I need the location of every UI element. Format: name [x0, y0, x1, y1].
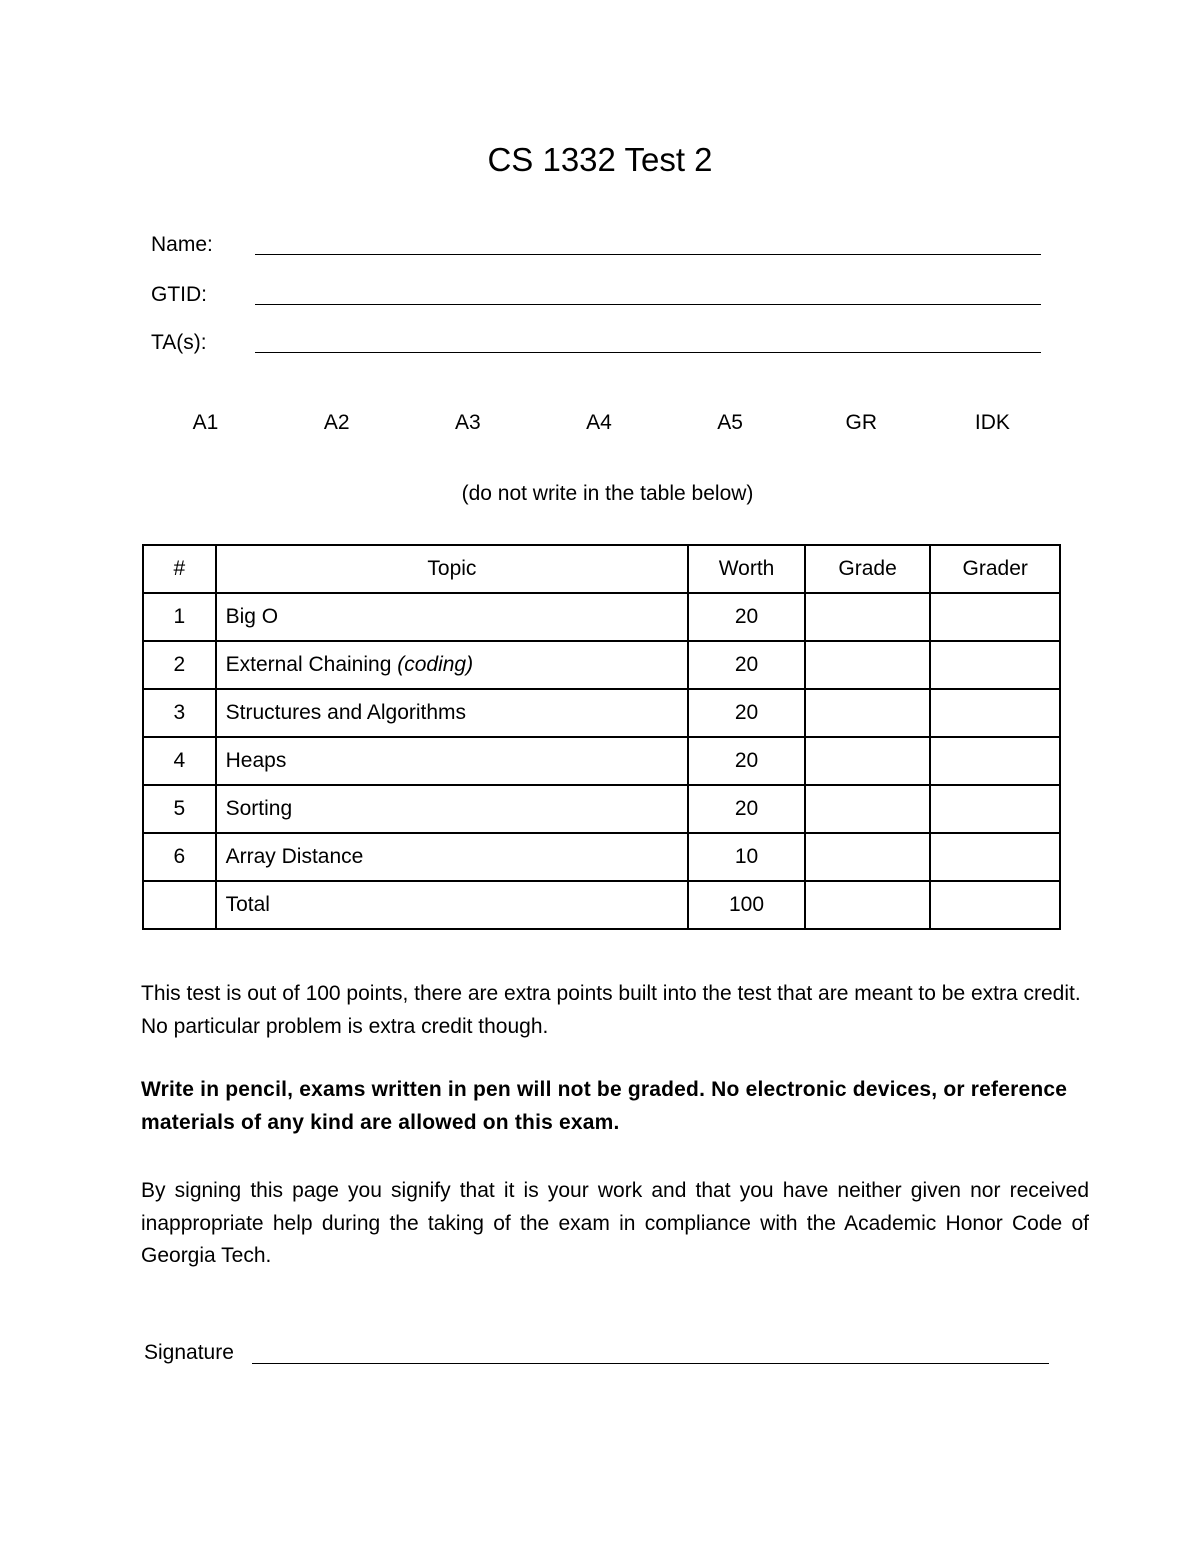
row-topic	[216, 689, 689, 737]
row-grader-cell	[930, 593, 1060, 641]
row-topic-note: (coding)	[397, 653, 474, 676]
row-topic	[216, 785, 689, 833]
row-grader-cell	[930, 737, 1060, 785]
row-topic	[216, 593, 689, 641]
table-note: (do not write in the table below)	[461, 482, 754, 505]
row-number	[143, 881, 216, 929]
row-topic-text: Sorting	[225, 797, 293, 820]
table-total-row	[143, 881, 1060, 929]
table-row	[143, 689, 1060, 737]
row-grader-cell	[930, 833, 1060, 881]
row-grade-cell	[805, 833, 931, 881]
row-topic-text: Array Distance	[225, 845, 364, 868]
row-topic-text: Heaps	[225, 749, 287, 772]
signature-label: Signature	[144, 1341, 234, 1364]
ta-label: TA(s):	[151, 331, 207, 354]
row-grade-cell	[805, 737, 931, 785]
row-worth: 20	[688, 737, 805, 785]
row-topic	[216, 881, 689, 929]
rules-paragraph: Write in pencil, exams written in pen will not be graded. No electronic devices, or reference materials of any kind are allowed on this exam.	[141, 1078, 1068, 1134]
row-worth: 100	[688, 881, 805, 929]
row-grade-cell	[805, 641, 931, 689]
row-topic	[216, 737, 689, 785]
row-number: 3	[143, 689, 216, 737]
row-number: 6	[143, 833, 216, 881]
header-number: #	[143, 545, 216, 593]
table-row	[143, 641, 1060, 689]
row-number: 5	[143, 785, 216, 833]
ta-option-a2[interactable]: A2	[323, 411, 350, 434]
table-row	[143, 593, 1060, 641]
gtid-blank-line[interactable]	[255, 304, 1041, 305]
row-number: 1	[143, 593, 216, 641]
row-worth: 20	[688, 689, 805, 737]
header-topic: Topic	[216, 545, 689, 593]
row-worth: 20	[688, 641, 805, 689]
name-label: Name:	[151, 233, 213, 256]
row-grade-cell	[805, 785, 931, 833]
row-worth: 20	[688, 785, 805, 833]
row-worth: 10	[688, 833, 805, 881]
ta-option-a5[interactable]: A5	[717, 411, 743, 434]
row-number: 2	[143, 641, 216, 689]
table-row	[143, 833, 1060, 881]
header-worth: Worth	[688, 545, 805, 593]
table-row	[143, 785, 1060, 833]
table-row	[143, 737, 1060, 785]
header-grader: Grader	[930, 545, 1060, 593]
ta-option-a1[interactable]: A1	[192, 411, 219, 434]
ta-option-a4[interactable]: A4	[586, 411, 612, 434]
row-grader-cell	[930, 641, 1060, 689]
row-topic	[216, 833, 689, 881]
header-grade: Grade	[805, 545, 931, 593]
ta-blank-line[interactable]	[255, 352, 1041, 353]
table-header-row	[143, 545, 1060, 593]
grade-table	[142, 544, 1061, 930]
gtid-label: GTID:	[151, 283, 207, 306]
ta-option-a3[interactable]: A3	[454, 411, 481, 434]
signature-blank-line[interactable]	[252, 1363, 1049, 1364]
row-grader-cell	[930, 785, 1060, 833]
row-worth: 20	[688, 593, 805, 641]
ta-option-gr[interactable]: GR	[845, 411, 878, 434]
ta-option-idk[interactable]: IDK	[974, 411, 1010, 434]
row-grader-cell	[930, 881, 1060, 929]
row-topic-text: Structures and Algorithms	[225, 701, 467, 724]
honor-code-paragraph: By signing this page you signify that it is your work and that you have neither given nor received inappropriate help during the taking of the exam in compliance with the Academic Honor Code of Georgia Tech.	[141, 1179, 1089, 1267]
page-title: CS 1332 Test 2	[487, 141, 713, 178]
row-topic-text: External Chaining	[225, 653, 392, 676]
row-grade-cell	[805, 593, 931, 641]
row-topic-text: Big O	[225, 605, 279, 628]
ta-options	[140, 408, 1058, 438]
row-topic-text: Total	[225, 893, 270, 916]
points-paragraph: This test is out of 100 points, there are extra points built into the test that are meant to be extra credit. No particular problem is extra credit though.	[141, 982, 1081, 1038]
row-topic	[216, 641, 689, 689]
row-grade-cell	[805, 689, 931, 737]
name-blank-line[interactable]	[255, 254, 1041, 255]
row-grade-cell	[805, 881, 931, 929]
row-number: 4	[143, 737, 216, 785]
row-grader-cell	[930, 689, 1060, 737]
